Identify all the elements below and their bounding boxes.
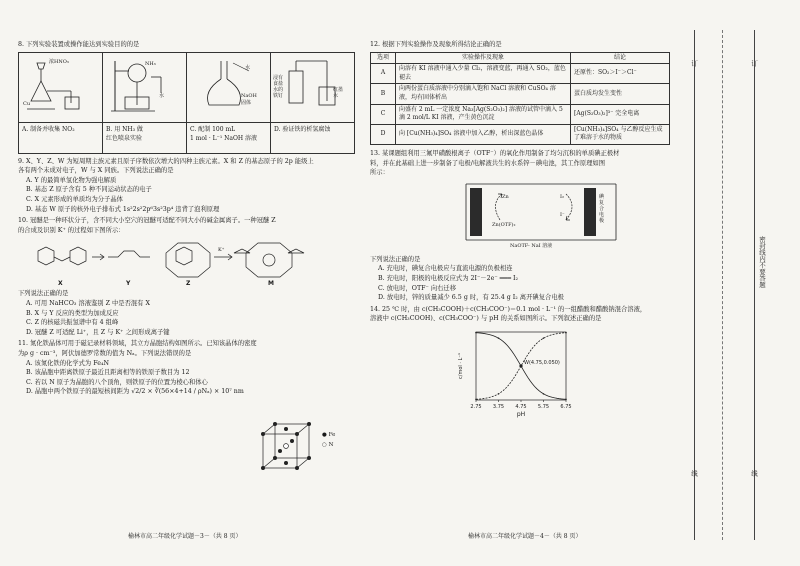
ph-concentration-chart xyxy=(454,326,572,418)
q9-option-c: C. X 元素形成的单质均为分子晶体 xyxy=(26,195,123,203)
q10-option-d: D. 冠醚 Z 可适配 Li⁺，且 Z 与 K⁺ 之间形成离子键 xyxy=(26,328,170,336)
label-salt-water-nail: 浸有食盐水的铁钉 xyxy=(273,74,284,99)
label-red-ink: 红墨水 xyxy=(333,86,344,99)
legend-fe: ● Fe xyxy=(322,432,336,438)
label-iodide: I⁻ xyxy=(560,211,565,218)
q8-cell-a xyxy=(19,53,103,153)
q13-option-d: D. 放电时，锌的质量减少 6.5 g 时，有 25.4 g I₂ 离开碘复合电极 xyxy=(378,294,564,302)
data-point xyxy=(565,398,567,400)
y-axis-label: c/mol · L⁻¹ xyxy=(458,352,464,379)
table-row: A 向溶有 KI 溶液中通入少量 Cl₂，溶液变蓝，再通入 SO₂，蓝色褪去 还原性：SO₂＞I⁻＞Cl⁻ xyxy=(371,64,670,84)
q13-option-a: A. 充电时，碘复合电极应与直流电源的负极相连 xyxy=(378,265,513,273)
label-naoh: NaOH xyxy=(241,92,257,99)
q8-apparatus-table xyxy=(18,52,355,154)
cut-line xyxy=(722,30,723,540)
k-plus-label: K⁺ xyxy=(218,247,225,254)
q9-option-a: A. Y 的最简单氢化物为强电解质 xyxy=(26,176,117,184)
binding-line-left xyxy=(694,30,695,540)
q8-cell-b xyxy=(103,53,187,153)
data-point xyxy=(498,393,500,395)
q13-option-b: B. 充电时，阳极的电极反应式为 2I⁻－2e⁻ ═══ I₂ xyxy=(378,274,519,282)
molecule-z-label: Z xyxy=(186,280,191,288)
legend-n: ○ N xyxy=(322,442,334,448)
q9-option-d: D. 基态 W 原子的核外电子排布式 1s²2s²2p⁶3s²3p⁴ 违背了泡利原理 xyxy=(26,205,220,213)
q10-option-b: B. X 与 Y 反应的类型为加成反应 xyxy=(26,309,119,317)
data-point xyxy=(475,332,477,334)
right-page-footer: 榆林市高二年级化学试题－4－（共 8 页） xyxy=(468,533,582,540)
label-solid: 固体 xyxy=(241,99,252,106)
q8-caption-a: A. 制备并收集 NO₂ xyxy=(19,122,102,153)
label-zn: Zn xyxy=(502,193,509,200)
q11-option-a: A. 该氮化铁的化学式为 Fe₄N xyxy=(26,359,110,367)
x-tick-label: 6.75 xyxy=(560,403,572,410)
point-w xyxy=(519,364,522,367)
data-point xyxy=(565,332,567,334)
table-row: C 向盛有 2 mL 一定浓度 Na₃[Ag(S₂O₃)₂] 溶液的试管中滴入 5 滴 2 mol/L KI 溶液，产生黄色沉淀 [Ag(S₂O₃)₂]³⁻ 完全电离 xyxy=(371,104,670,124)
right-page xyxy=(370,40,670,420)
question-11: 11. 氮化铁晶体可用于磁记录材料领域，其立方晶胞结构如图所示。已知该晶体的密度 为ρ g · cm⁻³，阿伏加德罗常数的值为 Nₐ。下列说法错误的是 A. 该氮化铁的化学式为 Fe₄N B. 该晶胞中距离铁原子最近且距离相等的铁原子数目为 12 C. 若以 N 原子为晶胞的八个顶角，则铁原子的位置为棱心和体心 D. 晶胞中两个铁原子的最短核间距为 √2/2 × ∛(56×4+14 / ρNₐ) × 10⁷ nm xyxy=(18,340,257,396)
label-nh3: NH₃ xyxy=(145,60,156,67)
x-tick-label: 4.75 xyxy=(515,403,527,410)
zinc-iodine-battery-diagram xyxy=(456,180,626,252)
apparatus-a-diagram xyxy=(23,57,97,115)
chart-svg xyxy=(454,326,572,418)
molecule-m-label: M xyxy=(268,280,274,288)
question-10: 10. 冠醚是一种环状分子，含不同大小空穴的冠醚可适配不同大小的碱金属离子。一种冠醚 Z 的合成及识别 K⁺ 的过程如下图所示： X Y Z M K⁺ 下列说法正确的是 A. 可用 NaHCO₃ 溶液鉴别 Z 中是否混有 X B. X 与 Y 反应的类型为加成反应 C. Z 的核磁共振氢谱中有 4 组峰 D. 冠醚 Z 可适配 Li⁺，且 Z 与 K⁺ 之间形成离子键 xyxy=(18,216,353,337)
q11-option-d: D. 晶胞中两个铁原子的最短核间距为 √2/2 × ∛(56×4+14 / ρNₐ) × 10⁷ nm xyxy=(26,388,244,396)
x-tick-label: 5.75 xyxy=(537,403,550,410)
apparatus-b-diagram xyxy=(107,57,181,115)
margin-mark-1: 订 xyxy=(690,60,698,67)
seal-line-notice: 密封线内不要答题 xyxy=(758,236,766,288)
q12-table xyxy=(370,52,670,145)
binding-line-right xyxy=(754,30,755,540)
data-point xyxy=(475,398,477,400)
q10-option-c: C. Z 的核磁共振氢谱中有 4 组峰 xyxy=(26,319,119,327)
label-water-c: 水 xyxy=(245,64,251,71)
q10-option-a: A. 可用 NaHCO₃ 溶液鉴别 Z 中是否混有 X xyxy=(26,299,150,307)
q8-caption-d: D. 验证铁的析氢腐蚀 xyxy=(271,122,354,153)
q10-reaction-scheme xyxy=(18,237,353,287)
x-axis-label: pH xyxy=(516,410,526,418)
apparatus-c-diagram xyxy=(191,57,265,115)
margin-mark-4: 线 xyxy=(750,470,758,477)
q8-caption-c: C. 配制 100 mL 1 mol · L⁻¹ NaOH 溶液 xyxy=(187,122,270,153)
x-tick-label: 2.75 xyxy=(470,403,482,410)
q8-stem: 8. 下列实验装置或操作能达到实验目的的是 xyxy=(18,41,140,48)
left-page-footer: 榆林市高二年级化学试题－3－（共 8 页） xyxy=(128,533,242,540)
data-point xyxy=(543,337,545,339)
molecule-y-label: Y xyxy=(126,280,131,288)
molecule-x-label: X xyxy=(58,280,63,288)
binding-margin xyxy=(688,0,800,566)
label-iodine-electrode: 碘复合电极 xyxy=(599,193,605,224)
label-cu: Cu xyxy=(23,100,31,107)
crown-ether-structures xyxy=(18,237,353,283)
left-page xyxy=(18,40,353,399)
point-w-label: W(4.75,0.050) xyxy=(524,359,560,366)
data-point xyxy=(543,393,545,395)
q8-cell-d xyxy=(271,53,354,153)
question-9: 9. X、Y、Z、W 为短周期主族元素且原子序数依次增大的四种主族元素。X 和 Z 的基态原子的 2p 能级上 各有两个未成对电子，W 与 X 同族。下列说法正确的是 A. Y 的最简单氢化物为强电解质 B. 基态 Z 原子含有 5 种不同运动状态的电子 C. X 元素形成的单质均为分子晶体 D. 基态 W 原子的核外电子排布式 1s²2s²2p⁶3s²3p⁴ 违背了泡利原理 xyxy=(18,157,353,215)
q12-header-row: 选项 实验操作及现象 结论 xyxy=(371,52,670,64)
question-14: 14. 25 ℃ 时，由 c(CH₃COOH)＋c(CH₃COO⁻)＝0.1 mol · L⁻¹ 的一组醋酸和醋酸钠混合溶液， 溶液中 c(CH₃COOH)、c(CH₃COO⁻) 与 pH 的关系如图所示。下列叙述正确的是 W(4.75,0.050) 2.75 3.75 4.75 5.75 6.75 pH c/mol · L⁻¹ xyxy=(370,305,647,418)
label-water-b: 水 xyxy=(159,92,165,99)
iron-nitride-unit-cell xyxy=(257,418,317,476)
q8-cell-c xyxy=(187,53,271,153)
q8-caption-b: B. 用 NH₃ 做 红色喷泉实验 xyxy=(103,122,186,153)
q13-option-c: C. 放电时，OTF⁻ 向右迁移 xyxy=(378,284,457,292)
data-point xyxy=(498,337,500,339)
question-13: 13. 某课题组利用三氟甲磺酸根离子（OTF⁻）的氧化作用制备了均匀沉积的单质碘正极材 料，并在此基础上进一步制备了电极/电解液共生的水系锌－碘电池，其工作原理如图 所示： Zn I₂ I⁻ Zn(OTF)₂ 碘复合电极 NaOTF- NaI 溶液 下列说法正确的是 A. 充电时，碘复合电极应与直流电源的负极相连 B. 充电时，阳极的电极反应式为 2I⁻－2e⁻ ═══ I₂ C. 放电时，OTF⁻ 向右迁移 D. 放电时，锌的质量减少 6.5 g 时，有 25.4 g I₂ 离开碘复合电极 xyxy=(370,149,670,303)
margin-mark-2: 订 xyxy=(750,60,758,67)
label-zn-otf2: Zn(OTF)₂ xyxy=(492,221,516,228)
q9-option-b: B. 基态 Z 原子含有 5 种不同运动状态的电子 xyxy=(26,186,152,194)
label-i2: I₂ xyxy=(560,193,564,200)
q11-option-c: C. 若以 N 原子为晶胞的八个顶角，则铁原子的位置为棱心和体心 xyxy=(26,378,208,386)
label-electrolyte: NaOTF- NaI 溶液 xyxy=(510,242,553,249)
table-row: D 向 [Cu(NH₃)₄]SO₄ 溶液中加入乙醇，析出深蓝色晶体 [Cu(NH₃)₄]SO₄ 与乙醇反应生成了难溶于水的物质 xyxy=(371,124,670,144)
label-conc-hno3: 浓HNO₃ xyxy=(49,58,69,65)
table-row: B 向两份蛋白质溶液中分别滴入饱和 NaCl 溶液和 CuSO₄ 溶液，均有固体析出 蛋白质均发生变性 xyxy=(371,84,670,104)
margin-mark-3: 线 xyxy=(690,470,698,477)
question-12: 12. 根据下列实验操作及现象所得结论正确的是 选项 实验操作及现象 结论 A 向溶有 KI 溶液中通入少量 Cl₂，溶液变蓝，再通入 SO₂，蓝色褪去 还原性：SO₂＞I⁻＞Cl⁻ B 向两份蛋白质溶液中分别滴入饱和 NaCl 溶液和 CuSO₄ 溶液，均有固体析出 蛋白质均发生变性 C 向盛有 2 mL 一定浓度 Na₃[Ag(S₂O₃)₂] 溶液的试管中滴入 5 滴 2 mol/L KI 溶液，产生黄色沉淀 [Ag(S₂O₃)₂]³⁻ 完全电离 D 向 [Cu(NH₃)₄]SO₄ 溶液中加入乙醇，析出深蓝色晶体 [Cu(NH₃)₄]SO₄ 与乙醇反应生成了难溶于水的物质 xyxy=(370,40,670,145)
x-tick-label: 3.75 xyxy=(492,403,505,410)
q11-option-b: B. 该晶胞中距离铁原子最近且距离相等的铁原子数目为 12 xyxy=(26,369,190,377)
question-8 xyxy=(18,40,353,154)
